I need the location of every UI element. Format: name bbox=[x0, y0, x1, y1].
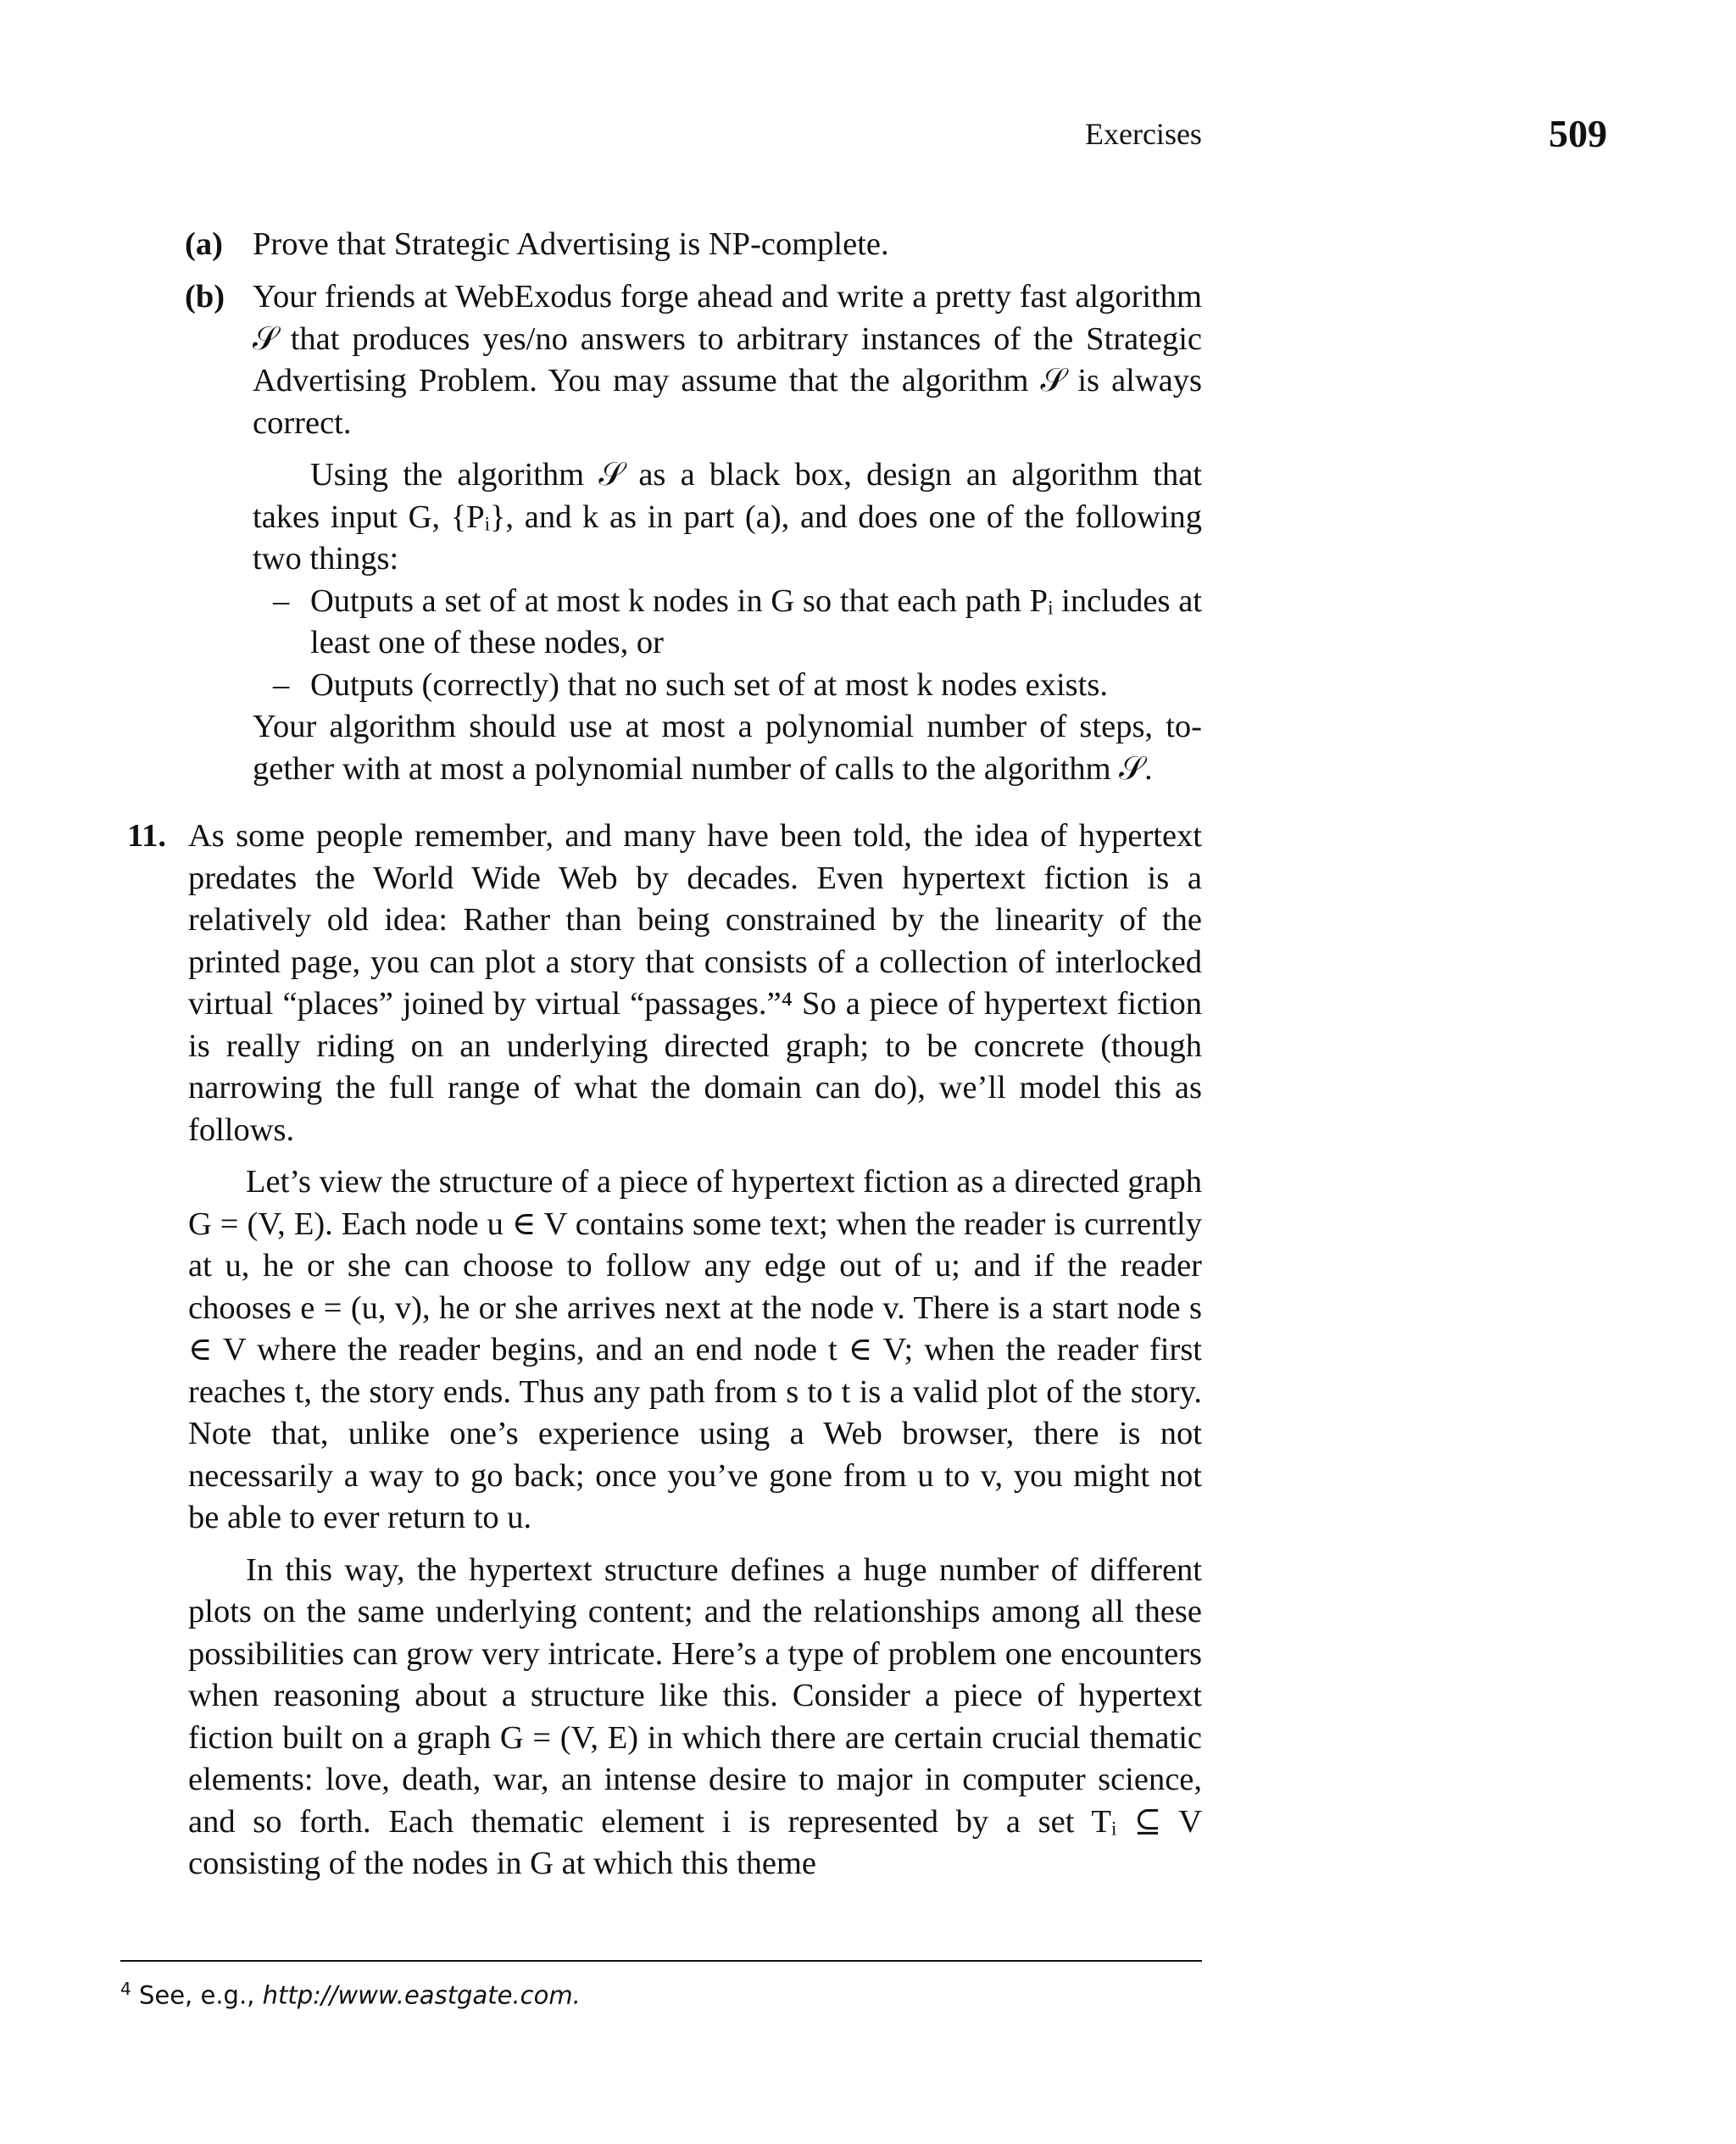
page-number: 509 bbox=[1549, 112, 1607, 155]
bullet-item bbox=[253, 581, 1202, 665]
dash-marker: – bbox=[273, 582, 290, 619]
part-a-label: (a) bbox=[185, 226, 223, 262]
part-b-paragraph-1: Your friends at WebExodus forge ahead and write a pretty fast algorithm 𝒮 that produces yes/no answers to arbitrary instances of the Strategic Advertising Problem. You may assume that the algorithm 𝒮 is always correct. bbox=[253, 279, 1202, 441]
footnote-text: See, e.g., bbox=[138, 1980, 263, 2010]
exercise-number: 11. bbox=[127, 818, 167, 854]
exercise-paragraph-2: Let’s view the structure of a piece of hypertext fiction as a directed graph G = (V, E). Each node u ∈ V contains some text; when the reader is currently at u, he or she can choose to follow any edge out of u; and if the reader chooses e = (u, v), he or she arrives next at the node v. There is a start node s ∈ V where the reader begins, and an end node t ∈ V; when the reader first reaches t, the story ends. Thus any path from s to t is a valid plot of the story. Note that, unlike one’s experience using a Web browser, there is not necessarily a way to go back; once you’ve gone from u to v, you might not be able to ever return to u. bbox=[188, 1164, 1202, 1535]
exercise-paragraph-3: In this way, the hypertext structure defines a huge number of different plots on the same underlying content; and the relationships among all these possibilities can grow very intricate. Here’s a type of problem one encounters when reasoning about a structure like this. Consider a piece of hypertext fiction built on a graph G = (V, E) in which there are certain crucial thematic elements: love, death, war, an intense desire to major in computer science, and so forth. Each thematic element i is represented by a set Tᵢ ⊆ V consisting of the nodes in G at which this theme bbox=[188, 1551, 1202, 1881]
part-b-bullet-list bbox=[253, 581, 1202, 707]
running-head: Exercises bbox=[1085, 117, 1202, 151]
bullet-text: Outputs a set of at most k nodes in G so that each path Pᵢ includes at least one of these nodes, or bbox=[310, 582, 1202, 660]
part-b-label: (b) bbox=[185, 279, 225, 315]
exercise-paragraph-1: As some people remember, and many have been told, the idea of hypertext predates the World Wide Web by decades. Even hypertext fiction is a relatively old idea: Rather than being constrained by the linearity of the printed page, you can plot a story that consists of a collection of interlocked virtual “places” joined by virtual “passages.”⁴ So a piece of hypertext fiction is really riding on an underlying directed graph; to be concrete (though narrowing the full range of what the domain can do), we’ll model this as follows. bbox=[188, 818, 1202, 1148]
footnote-url[interactable]: http://www.eastgate.com. bbox=[262, 1980, 581, 2010]
bullet-text: Outputs (correctly) that no such set of at most k nodes exists. bbox=[310, 666, 1108, 703]
dash-marker: – bbox=[273, 666, 290, 703]
part-b bbox=[185, 276, 1202, 790]
part-a bbox=[185, 224, 1202, 266]
bullet-item bbox=[253, 665, 1202, 707]
part-b-paragraph-2: Using the algorithm 𝒮 as a black box, design an algorithm that takes input G, {Pᵢ}, and k as in part (a), and does one of the following two things: bbox=[253, 457, 1202, 576]
exercise-11 bbox=[127, 816, 1202, 1885]
footnote-rule bbox=[120, 1960, 1202, 1962]
footnote bbox=[120, 1972, 581, 2013]
part-a-text: Prove that Strategic Advertising is NP-complete. bbox=[253, 226, 889, 262]
footnote-marker: 4 bbox=[120, 1979, 131, 1999]
part-b-paragraph-3: Your algorithm should use at most a polynomial number of steps, together with at most a polynomial number of calls to the algorithm 𝒮. bbox=[253, 709, 1202, 787]
